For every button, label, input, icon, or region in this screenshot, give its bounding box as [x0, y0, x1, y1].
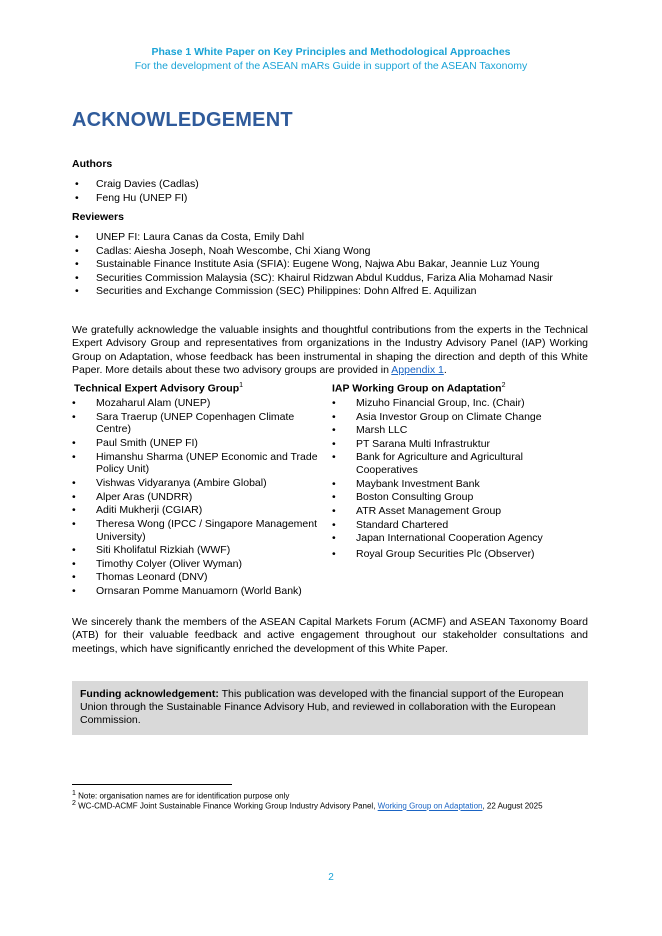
reviewers-list	[72, 231, 592, 299]
list-item: • Boston Consulting Group	[332, 491, 572, 504]
list-item: • Marsh LLC	[332, 424, 572, 437]
list-item: • Timothy Colyer (Oliver Wyman)	[72, 558, 320, 571]
list-item: • Cadlas: Aiesha Joseph, Noah Wescombe, Chi Xiang Wong	[72, 245, 592, 259]
list-item: • Thomas Leonard (DNV)	[72, 571, 320, 584]
list-item: • Securities Commission Malaysia (SC): Khairul Ridzwan Abdul Kuddus, Fariza Alia Mohamad Nasir	[72, 272, 592, 286]
list-item: • Alper Aras (UNDRR)	[72, 491, 320, 504]
iap-footnote-ref: 2	[501, 382, 506, 389]
footnote-divider	[72, 784, 232, 785]
list-item: • ATR Asset Management Group	[332, 505, 572, 518]
page-header	[0, 45, 662, 73]
intro-paragraph	[72, 324, 588, 377]
list-item: • Japan International Cooperation Agency	[332, 532, 572, 545]
iap-heading	[332, 382, 505, 395]
footnote-2-number: 2	[72, 800, 76, 807]
list-item: • UNEP FI: Laura Canas da Costa, Emily Dahl	[72, 231, 592, 245]
list-item: • Mizuho Financial Group, Inc. (Chair)	[332, 397, 572, 410]
list-item: • Mozaharul Alam (UNEP)	[72, 397, 320, 410]
list-item: • Paul Smith (UNEP FI)	[72, 437, 320, 450]
footnote-1-number: 1	[72, 790, 76, 797]
list-item: • Siti Kholifatul Rizkiah (WWF)	[72, 544, 320, 557]
list-item: • Royal Group Securities Plc (Observer)	[332, 548, 572, 561]
teag-list	[72, 397, 320, 599]
teag-footnote-ref: 1	[239, 382, 244, 389]
list-item: • Sara Traerup (UNEP Copenhagen Climate Centre)	[72, 411, 320, 437]
list-item: • Asia Investor Group on Climate Change	[332, 411, 572, 424]
list-item: • Ornsaran Pomme Manuamorn (World Bank)	[72, 585, 320, 598]
list-item: • Sustainable Finance Institute Asia (SFIA): Eugene Wong, Najwa Abu Bakar, Jeannie Luz Young	[72, 258, 592, 272]
header-title: Phase 1 White Paper on Key Principles and Methodological Approaches	[151, 46, 511, 58]
list-item: • Standard Chartered	[332, 519, 572, 532]
page-number: 2	[328, 872, 334, 883]
footnote-2-end: , 22 August 2025	[482, 801, 543, 811]
reviewers-heading: Reviewers	[72, 211, 124, 223]
header-subtitle: For the development of the ASEAN mARs Guide in support of the ASEAN Taxonomy	[134, 60, 528, 72]
iap-list	[332, 397, 572, 562]
footnote-2-text: WC-CMD-ACMF Joint Sustainable Finance Working Group Industry Advisory Panel,	[75, 801, 378, 811]
teag-heading	[74, 382, 243, 395]
footnote-2	[72, 799, 543, 812]
footnote-1-text: Note: organisation names are for identification purpose only	[75, 791, 290, 801]
list-item: • Maybank Investment Bank	[332, 478, 572, 491]
funding-text: This publication was developed with the financial support of the European Union through the Sustainable Finance Advisory Hub, and reviewed in collaboration with the European Commission.	[80, 688, 564, 726]
list-item: • Feng Hu (UNEP FI)	[72, 192, 592, 206]
iap-heading-text: IAP Working Group on Adaptation	[332, 382, 502, 395]
appendix-link[interactable]: Appendix 1	[391, 363, 444, 376]
intro-end: .	[443, 363, 447, 376]
thanks-paragraph: We sincerely thank the members of the ASEAN Capital Markets Forum (ACMF) and ASEAN Taxonomy Board (ATB) for their valuable feedback and active engagement throughout our stakeholder consultations and meetings, which have significantly enriched the development of this White Paper.	[72, 616, 588, 655]
page-title: ACKNOWLEDGEMENT	[72, 109, 293, 131]
list-item: • Craig Davies (Cadlas)	[72, 178, 592, 192]
funding-box	[72, 681, 588, 735]
list-item: • PT Sarana Multi Infrastruktur	[332, 438, 572, 451]
authors-heading: Authors	[72, 158, 113, 170]
teag-heading-text: Technical Expert Advisory Group	[74, 382, 240, 395]
list-item: • Himanshu Sharma (UNEP Economic and Trade Policy Unit)	[72, 451, 320, 477]
funding-label: Funding acknowledgement:	[80, 688, 219, 700]
list-item: • Aditi Mukherji (CGIAR)	[72, 504, 320, 517]
list-item: • Vishwas Vidyaranya (Ambire Global)	[72, 477, 320, 490]
intro-text: We gratefully acknowledge the valuable insights and thoughtful contributions from the experts in the Technical Expert Advisory Group and representatives from organizations in the Industry Advisory Panel (IAP) Working Group on Adaptation, whose feedback has been instrumental in shaping the direction and depth of this White Paper. More details about these two advisory groups are provided in	[72, 324, 588, 376]
list-item: • Securities and Exchange Commission (SEC) Philippines: Dohn Alfred E. Aquilizan	[72, 285, 592, 299]
working-group-link[interactable]: Working Group on Adaptation	[377, 801, 483, 811]
list-item: • Bank for Agriculture and Agricultural Cooperatives	[332, 451, 572, 477]
list-item: • Theresa Wong (IPCC / Singapore Management University)	[72, 518, 320, 544]
authors-list	[72, 178, 592, 205]
